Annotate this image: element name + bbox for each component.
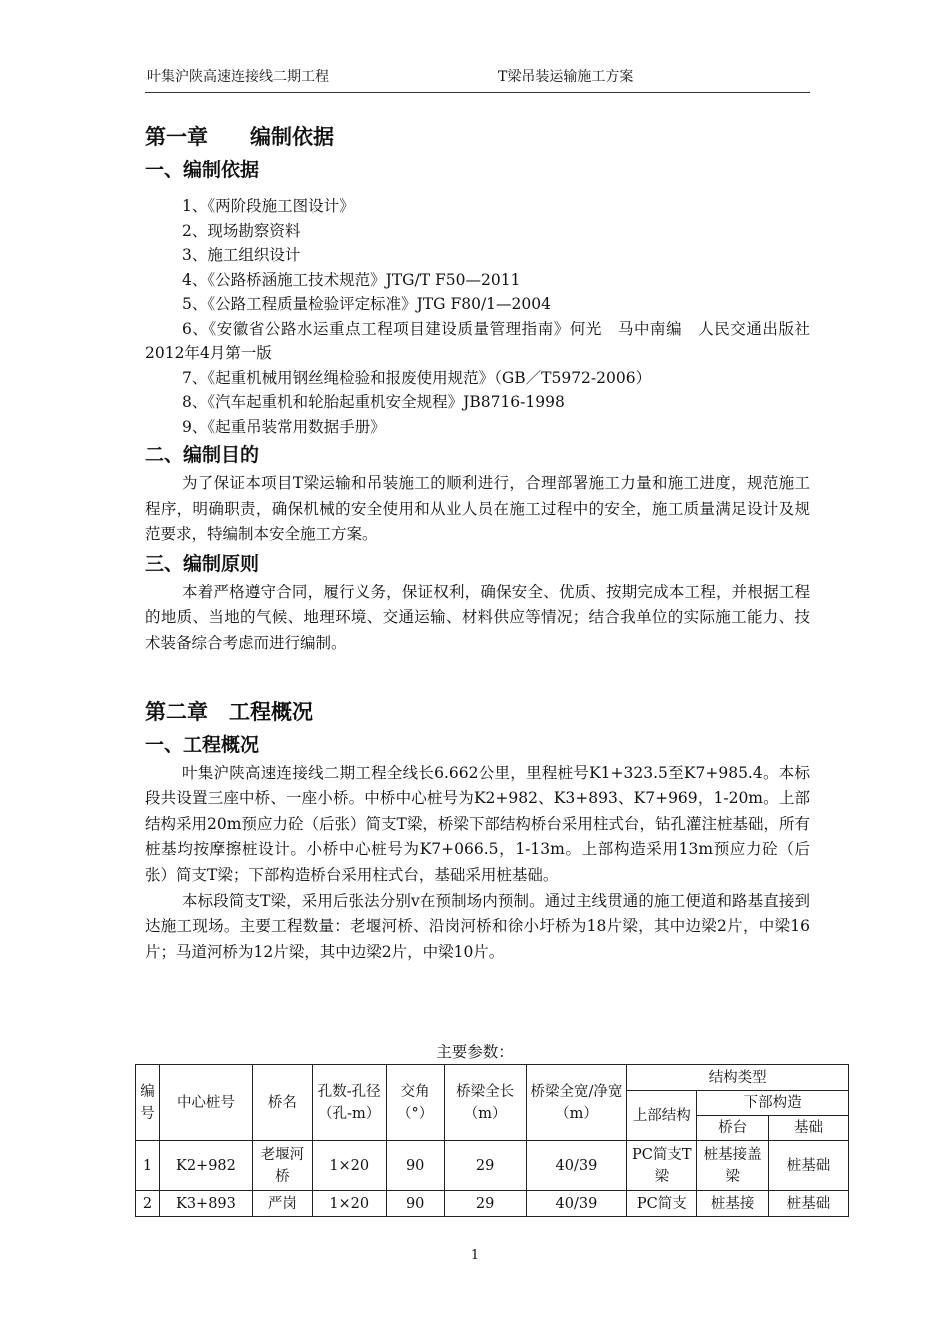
parameters-table [135, 1064, 849, 1217]
purpose-paragraph: 为了保证本项目T梁运输和吊装施工的顺利进行，合理部署施工力量和施工进度，规范施工程序，明确职责，确保机械的安全使用和从业人员在施工过程中的安全，施工质量满足设计及规范要求，特编制本安全施工方案。 [145, 474, 810, 544]
table-cell: 90 [386, 1191, 444, 1217]
basis-item: 7、《起重机械用钢丝绳检验和报废使用规范》（GB／T5972-2006） [182, 368, 652, 387]
overview-paragraph-2: 本标段简支T梁，采用后张法分别v在预制场内预制。通过主线贯通的施工便道和路基直接到达施工现场。主要工程数量：老堰河桥、沿岗河桥和徐小圩桥为18片梁，其中边梁2片，中梁16片；马道河桥为12片梁，其中边梁2片，中梁10片。 [145, 891, 810, 961]
header-cell: 结构类型 [627, 1065, 849, 1091]
table-cell: K3+893 [159, 1191, 252, 1217]
table-cell: PC简支T梁 [627, 1141, 697, 1191]
table-cell: 1 [136, 1141, 160, 1191]
basis-item: 8、《汽车起重机和轮胎起重机安全规程》JB8716-1998 [182, 393, 565, 411]
table-row [136, 1191, 849, 1217]
table-cell: 1×20 [312, 1191, 386, 1217]
table-cell: 严岗 [252, 1191, 312, 1217]
table-cell: 桩基接 [697, 1191, 769, 1217]
header-project-name: 叶集沪陕高速连接线二期工程 [147, 69, 329, 85]
header-cell: 桥名 [252, 1065, 312, 1141]
page-number: 1 [470, 1248, 480, 1263]
table-row [136, 1141, 849, 1191]
principle-paragraph: 本着严格遵守合同，履行义务，保证权利，确保安全、优质、按期完成本工程，并根据工程的地质、当地的气候、地理环境、交通运输、材料供应等情况；结合我单位的实际施工能力、技术装备综合考虑而进行编制。 [145, 582, 810, 652]
table-cell: 40/39 [526, 1191, 627, 1217]
table-header-row [136, 1065, 849, 1091]
header-cell: 上部结构 [627, 1091, 697, 1141]
table-cell: 2 [136, 1191, 160, 1217]
table-cell: 40/39 [526, 1141, 627, 1191]
chapter1-title: 第一章 编制依据 [145, 125, 334, 149]
table-cell: K2+982 [159, 1141, 252, 1191]
table-cell: 桩基础 [769, 1141, 849, 1191]
header-cell: 编号 [136, 1065, 160, 1141]
basis-item: 9、《起重吊装常用数据手册》 [182, 417, 386, 436]
basis-item: 3、施工组织设计 [182, 246, 301, 264]
table-cell: 29 [444, 1191, 526, 1217]
header-document-title: T梁吊装运输施工方案 [498, 69, 634, 85]
header-cell: 交角（°） [386, 1065, 444, 1141]
header-cell: 桥梁全长（m） [444, 1065, 526, 1141]
header-cell: 下部构造 [697, 1091, 849, 1116]
chapter1-section1-title: 一、编制依据 [145, 159, 260, 181]
header-cell: 桥台 [697, 1116, 769, 1141]
chapter1-section3-title: 三、编制原则 [145, 552, 260, 575]
table-cell: PC简支 [627, 1191, 697, 1217]
basis-item: 4、《公路桥涵施工技术规范》JTG/T F50—2011 [182, 270, 521, 289]
table-cell: 90 [386, 1141, 444, 1191]
table-cell: 29 [444, 1141, 526, 1191]
basis-item: 2、现场勘察资料 [182, 221, 301, 240]
basis-item: 1、《两阶段施工图设计》 [182, 197, 355, 215]
table-title: 主要参数： [436, 1043, 514, 1061]
chapter2-section1-title: 一、工程概况 [145, 733, 260, 756]
header-cell: 中心桩号 [159, 1065, 252, 1141]
header-cell: 桥梁全宽/净宽（m） [526, 1065, 627, 1141]
overview-paragraph-1: 叶集沪陕高速连接线二期工程全线长6.662公里，里程桩号K1+323.5至K7+985.4。本标段共设置三座中桥、一座小桥。中桥中心桩号为K2+982、K3+893、K7+969，1-20m。上部结构采用20m预应力砼（后张）简支T梁，桥梁下部结构桥台采用柱式台，钻孔灌注桩基础，所有桩基均按摩擦桩设计。小桥中心桩号为K7+066.5，1-13m。上部构造采用13m预应力砼（后张）简支T梁；下部构造桥台采用柱式台，基础采用桩基础。 [145, 763, 810, 884]
basis-item: 5、《公路工程质量检验评定标准》JTG F80/1—2004 [182, 295, 551, 313]
basis-item: 6、《安徽省公路水运重点工程项目建设质量管理指南》何光 马中南编 人民交通出版社2012年4月第一版 [145, 319, 810, 362]
chapter2-title: 第二章 工程概况 [145, 699, 313, 724]
header-cell: 孔数-孔径（孔-m） [312, 1065, 386, 1141]
header-cell: 基础 [769, 1116, 849, 1141]
table-cell: 1×20 [312, 1141, 386, 1191]
header-divider [145, 92, 810, 93]
document-body [145, 120, 810, 965]
chapter1-section2-title: 二、编制目的 [145, 444, 260, 466]
table-cell: 桩基础 [769, 1191, 849, 1217]
table-cell: 桩基接盖梁 [697, 1141, 769, 1191]
table-cell: 老堰河桥 [252, 1141, 312, 1191]
